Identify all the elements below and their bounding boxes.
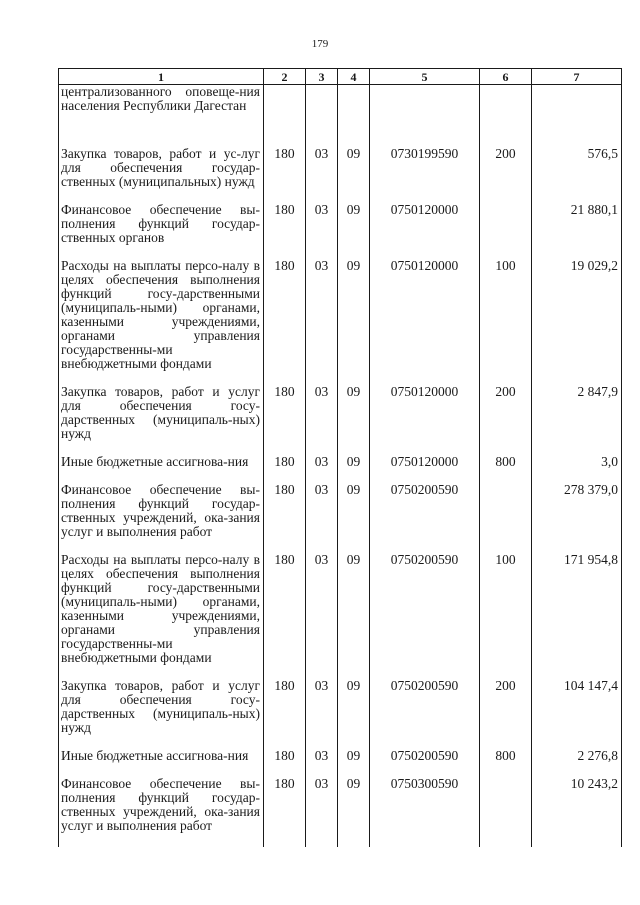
- header-col-3: 3: [306, 69, 338, 85]
- row-admin-code: 180: [264, 553, 306, 679]
- row-section: 03: [306, 147, 338, 203]
- row-subsection: 09: [338, 259, 370, 385]
- row-section: 03: [306, 385, 338, 455]
- table-row: [59, 203, 622, 259]
- row-expense-type: [480, 483, 532, 553]
- table-row: [59, 777, 622, 847]
- row-subsection: [338, 85, 370, 148]
- row-name: централизованного оповеще-ния населения Республики Дагестан: [59, 85, 264, 148]
- row-subsection: 09: [338, 679, 370, 749]
- row-subsection: 09: [338, 203, 370, 259]
- table-row: [59, 85, 622, 148]
- row-amount: 10 243,2: [532, 777, 622, 847]
- row-target-article: 0730199590: [370, 147, 480, 203]
- page-number: 179: [311, 38, 329, 50]
- row-expense-type: [480, 203, 532, 259]
- row-subsection: 09: [338, 553, 370, 679]
- table-row: [59, 749, 622, 777]
- row-subsection: 09: [338, 147, 370, 203]
- row-name: Закупка товаров, работ и услуг для обеспечения госу-дарственных (муниципаль-ных) нужд: [59, 385, 264, 455]
- row-admin-code: 180: [264, 749, 306, 777]
- row-subsection: 09: [338, 749, 370, 777]
- table-row: [59, 385, 622, 455]
- row-amount: 19 029,2: [532, 259, 622, 385]
- row-expense-type: 800: [480, 455, 532, 483]
- row-target-article: 0750120000: [370, 385, 480, 455]
- row-expense-type: [480, 85, 532, 148]
- row-admin-code: [264, 85, 306, 148]
- row-target-article: 0750120000: [370, 455, 480, 483]
- row-amount: 21 880,1: [532, 203, 622, 259]
- row-section: 03: [306, 553, 338, 679]
- row-section: [306, 85, 338, 148]
- row-target-article: 0750120000: [370, 203, 480, 259]
- row-amount: 2 276,8: [532, 749, 622, 777]
- row-amount: 2 847,9: [532, 385, 622, 455]
- row-admin-code: 180: [264, 259, 306, 385]
- row-expense-type: 100: [480, 259, 532, 385]
- table-row: [59, 455, 622, 483]
- row-name: Финансовое обеспечение вы-полнения функций государ-ственных органов: [59, 203, 264, 259]
- table-row: [59, 483, 622, 553]
- row-admin-code: 180: [264, 147, 306, 203]
- row-target-article: 0750300590: [370, 777, 480, 847]
- row-amount: [532, 85, 622, 148]
- row-section: 03: [306, 679, 338, 749]
- row-admin-code: 180: [264, 483, 306, 553]
- header-col-6: 6: [480, 69, 532, 85]
- row-target-article: 0750200590: [370, 679, 480, 749]
- table-row: [59, 679, 622, 749]
- table-row: [59, 147, 622, 203]
- row-section: 03: [306, 259, 338, 385]
- row-amount: 171 954,8: [532, 553, 622, 679]
- header-col-7: 7: [532, 69, 622, 85]
- row-name: Иные бюджетные ассигнова-ния: [59, 455, 264, 483]
- row-admin-code: 180: [264, 203, 306, 259]
- row-target-article: [370, 85, 480, 148]
- row-target-article: 0750200590: [370, 749, 480, 777]
- row-expense-type: 100: [480, 553, 532, 679]
- row-section: 03: [306, 455, 338, 483]
- row-admin-code: 180: [264, 679, 306, 749]
- budget-table: [58, 68, 622, 847]
- row-amount: 3,0: [532, 455, 622, 483]
- row-name: Закупка товаров, работ и услуг для обеспечения госу-дарственных (муниципаль-ных) нужд: [59, 679, 264, 749]
- row-name: Расходы на выплаты персо-налу в целях обеспечения выполнения функций госу-дарственными (муниципаль-ными) органами, казенными учреждениями, органами управления государственны-ми внебюджетными фондами: [59, 259, 264, 385]
- row-target-article: 0750200590: [370, 553, 480, 679]
- row-name: Иные бюджетные ассигнова-ния: [59, 749, 264, 777]
- row-admin-code: 180: [264, 385, 306, 455]
- row-expense-type: 200: [480, 385, 532, 455]
- header-col-2: 2: [264, 69, 306, 85]
- row-subsection: 09: [338, 483, 370, 553]
- header-col-1: 1: [59, 69, 264, 85]
- table-row: [59, 259, 622, 385]
- table-row: [59, 553, 622, 679]
- row-subsection: 09: [338, 777, 370, 847]
- header-col-5: 5: [370, 69, 480, 85]
- row-admin-code: 180: [264, 455, 306, 483]
- header-row: [59, 69, 622, 85]
- row-name: Закупка товаров, работ и ус-луг для обеспечения государ-ственных (муниципальных) нужд: [59, 147, 264, 203]
- row-amount: 576,5: [532, 147, 622, 203]
- row-subsection: 09: [338, 385, 370, 455]
- row-section: 03: [306, 749, 338, 777]
- row-section: 03: [306, 483, 338, 553]
- row-amount: 104 147,4: [532, 679, 622, 749]
- row-name: Расходы на выплаты персо-налу в целях обеспечения выполнения функций госу-дарственными (муниципаль-ными) органами, казенными учреждениями, органами управления государственны-ми внебюджетными фондами: [59, 553, 264, 679]
- row-name: Финансовое обеспечение вы-полнения функций государ-ственных учреждений, ока-зания услуг и выполнения работ: [59, 483, 264, 553]
- row-admin-code: 180: [264, 777, 306, 847]
- row-expense-type: [480, 777, 532, 847]
- row-expense-type: 800: [480, 749, 532, 777]
- row-expense-type: 200: [480, 147, 532, 203]
- row-section: 03: [306, 777, 338, 847]
- row-name: Финансовое обеспечение вы-полнения функций государ-ственных учреждений, ока-зания услуг и выполнения работ: [59, 777, 264, 847]
- header-col-4: 4: [338, 69, 370, 85]
- row-target-article: 0750120000: [370, 259, 480, 385]
- row-section: 03: [306, 203, 338, 259]
- row-expense-type: 200: [480, 679, 532, 749]
- row-subsection: 09: [338, 455, 370, 483]
- row-target-article: 0750200590: [370, 483, 480, 553]
- row-amount: 278 379,0: [532, 483, 622, 553]
